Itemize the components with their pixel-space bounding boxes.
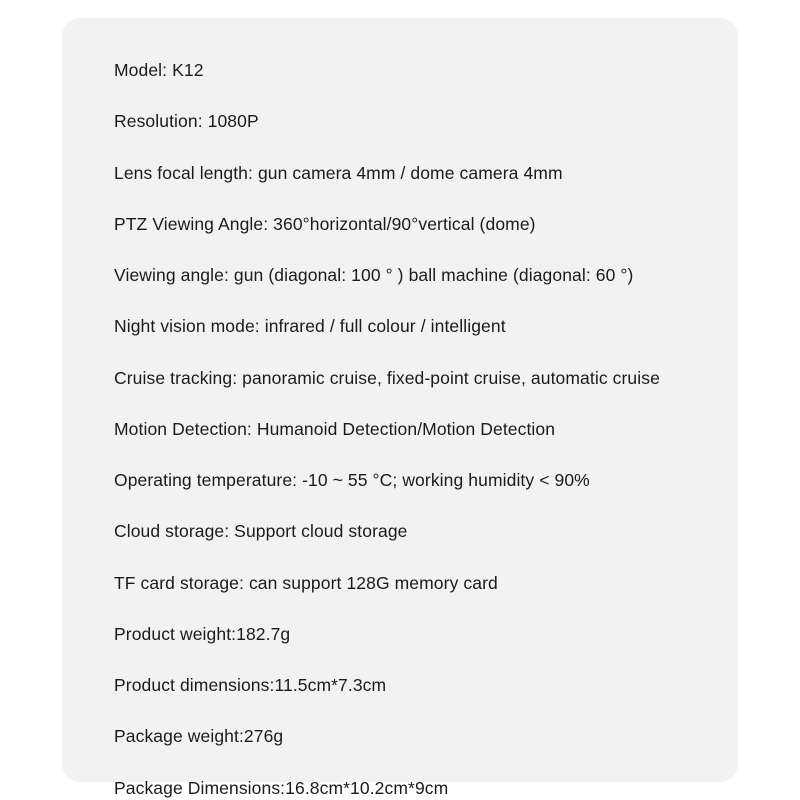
spec-item-tf-card-storage: TF card storage: can support 128G memory card bbox=[114, 572, 498, 593]
spec-item-ptz-viewing-angle: PTZ Viewing Angle: 360°horizontal/90°vertical (dome) bbox=[114, 213, 536, 234]
spec-item-model: Model: K12 bbox=[114, 60, 204, 80]
specification-card bbox=[62, 18, 738, 798]
spec-item-package-dimensions: Package Dimensions:16.8cm*10.2cm*9cm bbox=[114, 777, 449, 798]
spec-item-night-vision-mode: Night vision mode: infrared / full colour / intelligent bbox=[114, 316, 506, 337]
spec-item-viewing-angle: Viewing angle: gun (diagonal: 100 ° ) ball machine (diagonal: 60 °) bbox=[114, 265, 634, 286]
spec-item-cruise-tracking: Cruise tracking: panoramic cruise, fixed-point cruise, automatic cruise bbox=[114, 367, 660, 388]
spec-item-operating-temperature: Operating temperature: -10 ~ 55 °C; working humidity < 90% bbox=[114, 470, 590, 491]
specification-list bbox=[114, 60, 718, 800]
spec-item-lens-focal-length: Lens focal length: gun camera 4mm / dome camera 4mm bbox=[114, 162, 563, 183]
spec-item-cloud-storage: Cloud storage: Support cloud storage bbox=[114, 521, 408, 542]
spec-item-motion-detection: Motion Detection: Humanoid Detection/Motion Detection bbox=[114, 418, 556, 439]
spec-item-product-weight: Product weight:182.7g bbox=[114, 623, 291, 644]
spec-item-resolution: Resolution: 1080P bbox=[114, 111, 259, 132]
spec-item-product-dimensions: Product dimensions:11.5cm*7.3cm bbox=[114, 675, 387, 696]
spec-item-package-weight: Package weight:276g bbox=[114, 726, 284, 747]
